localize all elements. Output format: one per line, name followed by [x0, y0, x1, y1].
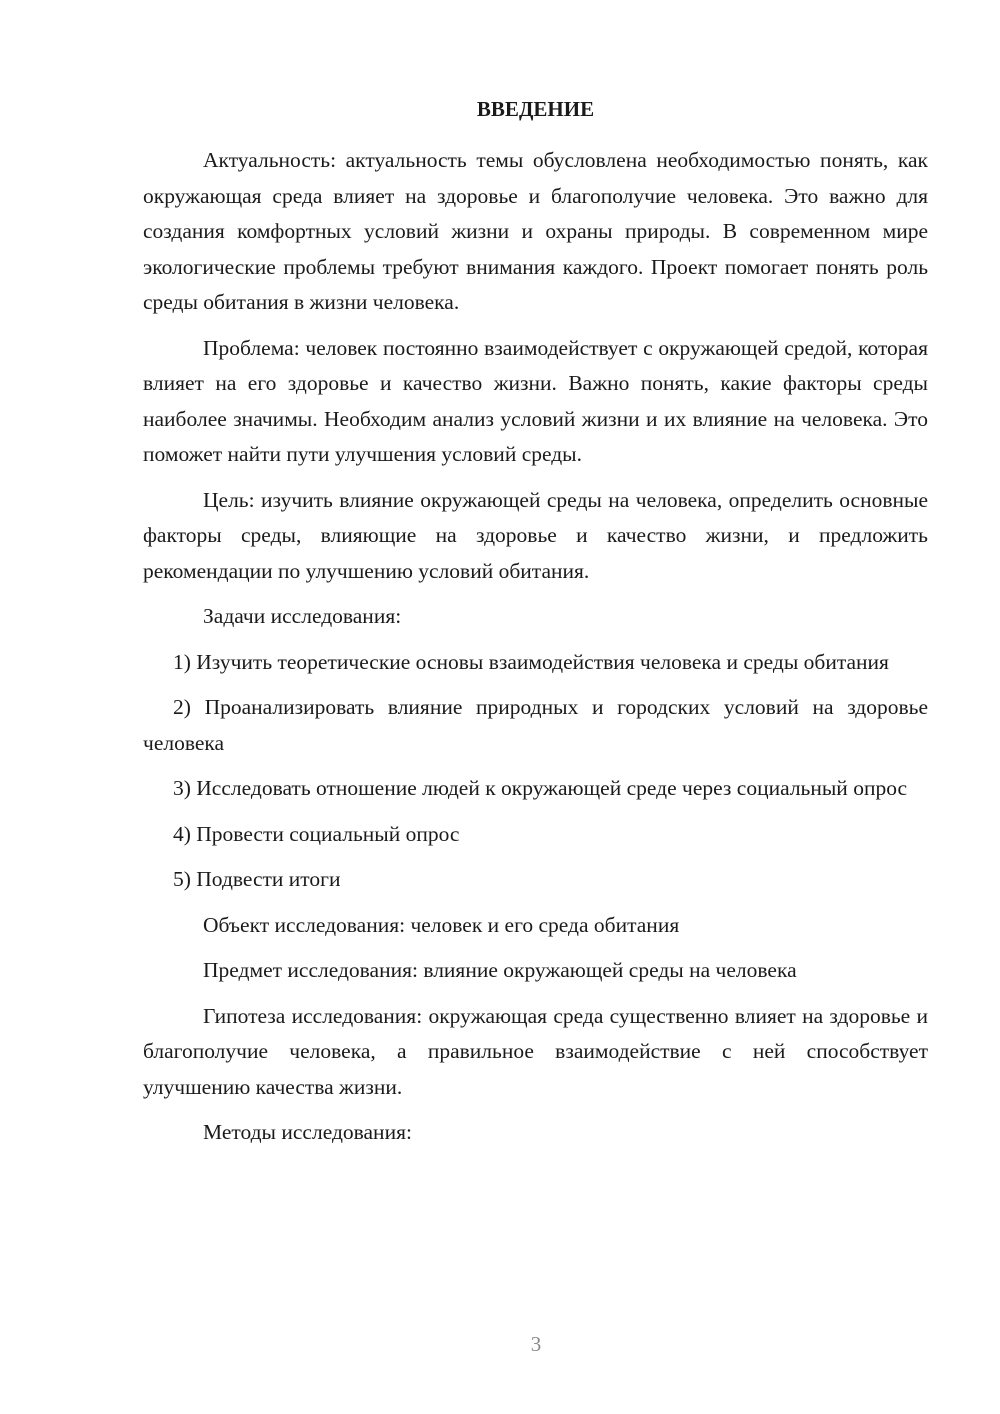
- problem-paragraph: Проблема: человек постоянно взаимодействует с окружающей средой, которая влияет на его здоровье и качество жизни. Важно понять, какие факторы среды наиболее значимы. Необходим анализ условий жизни и их влияние на человека. Это поможет найти пути улучшения условий среды.: [143, 335, 928, 466]
- object-paragraph: Объект исследования: человек и его среда обитания: [203, 912, 680, 937]
- tasks-heading: Задачи исследования:: [203, 604, 402, 628]
- methods-heading: Методы исследования:: [203, 1120, 412, 1144]
- task-item-2: 2) Проанализировать влияние природных и городских условий на здоровье человека: [143, 695, 928, 755]
- page-content: [143, 92, 928, 1161]
- subject-paragraph: Предмет исследования: влияние окружающей среды на человека: [203, 958, 797, 982]
- task-item-3: 3) Исследовать отношение людей к окружающей среде через социальный опрос: [173, 776, 908, 800]
- goal-paragraph: Цель: изучить влияние окружающей среды на человека, определить основные факторы среды, влияющие на здоровье и качество жизни, и предложить рекомендации по улучшению условий обитания.: [143, 487, 928, 583]
- relevance-paragraph: Актуальность: актуальность темы обусловлена необходимостью понять, как окружающая среда влияет на здоровье и благополучие человека. Это важно для создания комфортных условий жизни и охраны природы. В современном мире экологические проблемы требуют внимания каждого. Проект помогает понять роль среды обитания в жизни человека.: [143, 148, 928, 314]
- page-number: 3: [530, 1332, 542, 1356]
- hypothesis-paragraph: Гипотеза исследования: окружающая среда существенно влияет на здоровье и благополучие человека, а правильное взаимодействие с ней способствует улучшению качества жизни.: [143, 1003, 928, 1099]
- task-item-4: 4) Провести социальный опрос: [173, 821, 460, 846]
- page-heading: ВВЕДЕНИЕ: [476, 97, 595, 121]
- task-item-5: 5) Подвести итоги: [173, 867, 341, 891]
- task-item-1: 1) Изучить теоретические основы взаимодействия человека и среды обитания: [173, 649, 889, 674]
